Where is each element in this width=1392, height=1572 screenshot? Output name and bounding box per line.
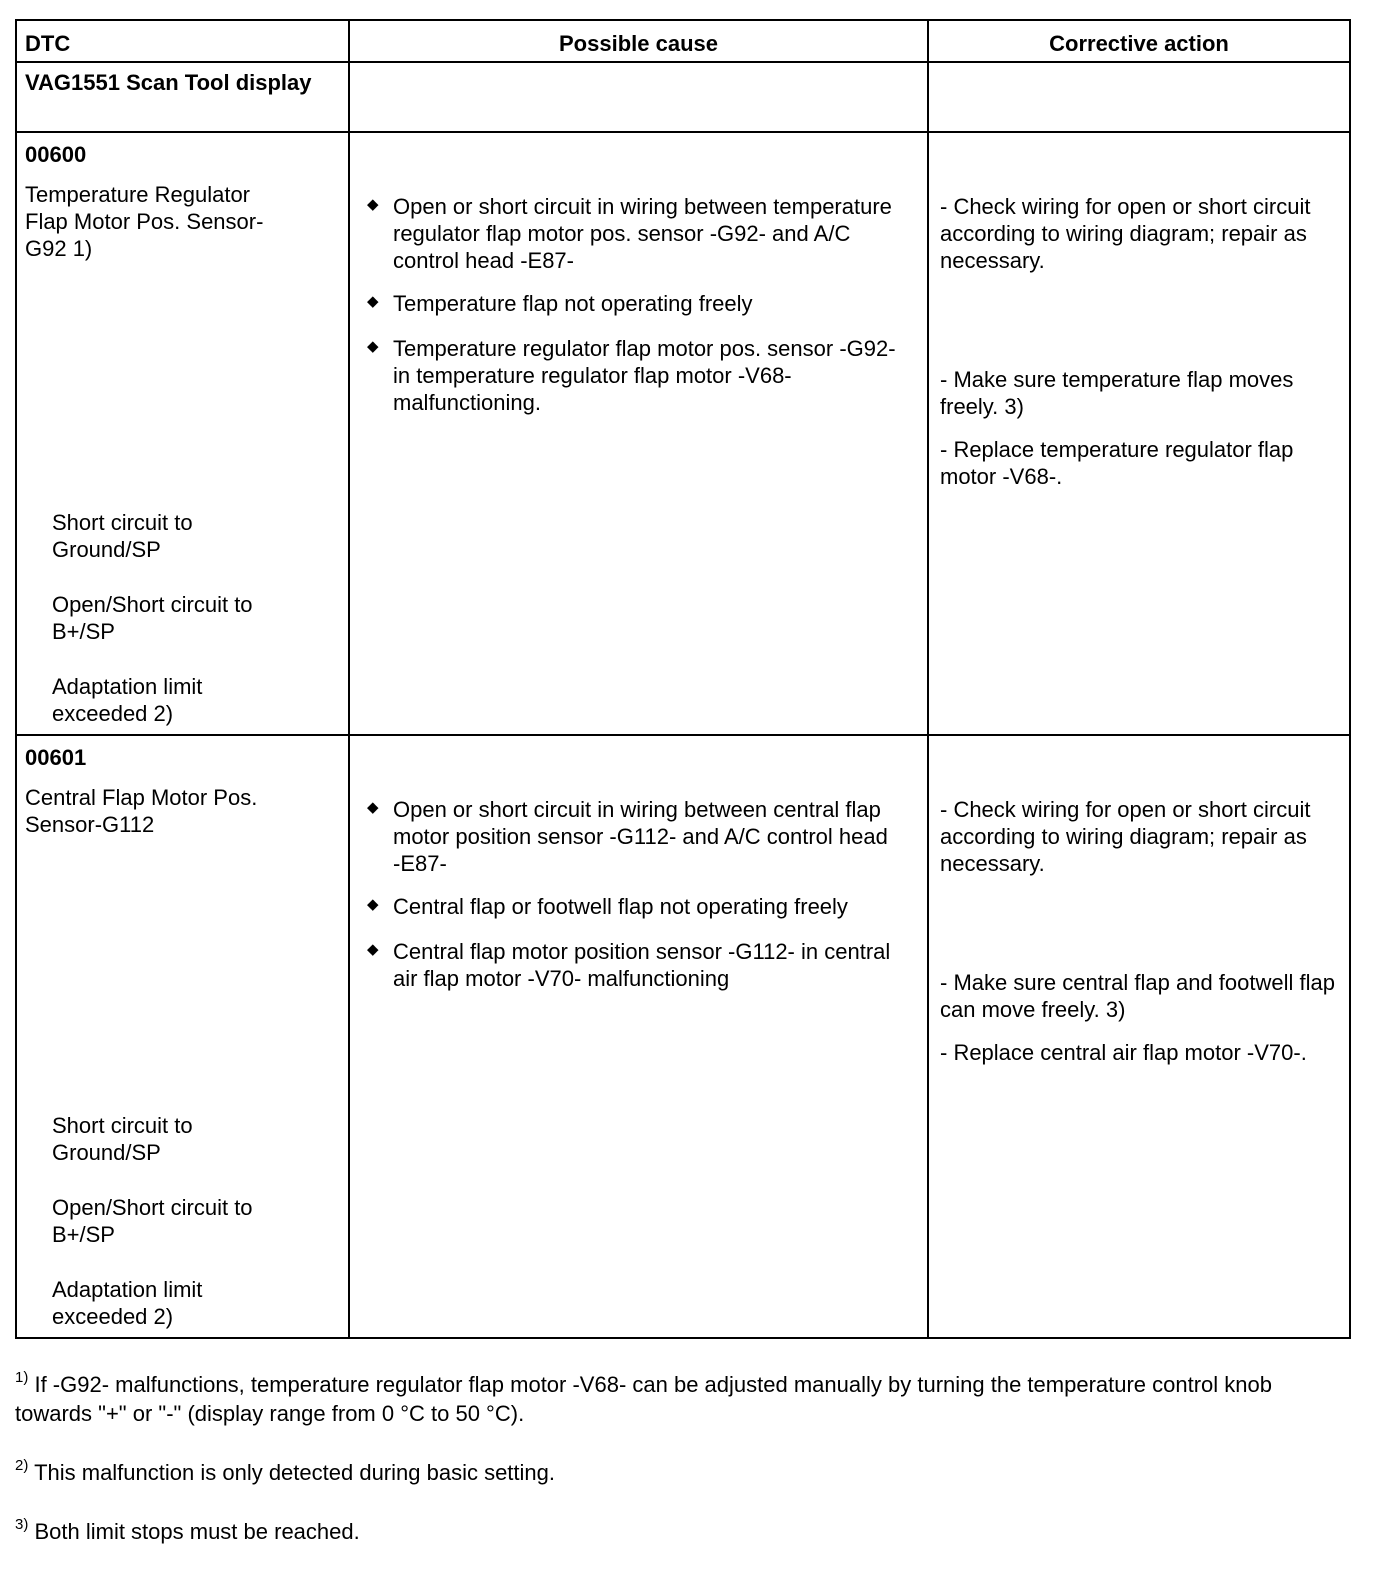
table-row [16, 735, 1350, 1338]
header-dtc-label: DTC [25, 31, 71, 56]
footnote [15, 1370, 1345, 1428]
subheader-display-label: VAG1551 Scan Tool display [25, 70, 312, 95]
cause-item [367, 335, 897, 416]
diamond-bullet-icon: ◆ [367, 196, 379, 213]
diamond-bullet-icon: ◆ [367, 896, 379, 913]
action-cell [928, 735, 1350, 1338]
footnote-mark: 3) [15, 1516, 29, 1533]
cause-text: Open or short circuit in wiring between temperature regulator flap motor pos. sensor -G92- and A/C control head -E87- [393, 194, 892, 273]
cause-text: Central flap motor position sensor -G112- in central air flap motor -V70- malfunctioning [393, 939, 891, 991]
footnote-text: Both limit stops must be reached. [34, 1519, 360, 1544]
diamond-bullet-icon: ◆ [367, 941, 379, 958]
subheader-empty-cause [349, 62, 928, 132]
dtc-cell [16, 132, 349, 735]
fault-text: Short circuit to Ground/SP [52, 510, 193, 562]
footnote [15, 1458, 1345, 1487]
fault-text: Short circuit to Ground/SP [52, 1113, 193, 1165]
dtc-component: Temperature Regulator Flap Motor Pos. Sensor-G92 1) [25, 182, 264, 261]
cause-item [367, 193, 897, 274]
action-text: - Check wiring for open or short circuit according to wiring diagram; repair as necessary. [940, 797, 1311, 876]
fault-text: Adaptation limit exceeded 2) [52, 1277, 203, 1329]
footnote-mark: 2) [15, 1457, 29, 1474]
dtc-cell [16, 735, 349, 1338]
action-text: - Make sure central flap and footwell flap can move freely. 3) [940, 970, 1335, 1022]
header-possible-cause [349, 20, 928, 62]
footnote [15, 1517, 1345, 1546]
header-corrective-action-label: Corrective action [1049, 31, 1229, 56]
diamond-bullet-icon: ◆ [367, 338, 379, 355]
footnote-mark: 1) [15, 1369, 29, 1386]
cause-item [367, 938, 897, 992]
table-subheader-row [16, 62, 1350, 132]
diamond-bullet-icon: ◆ [367, 293, 379, 310]
table-row [16, 132, 1350, 735]
dtc-code: 00600 [25, 142, 87, 167]
dtc-code: 00601 [25, 745, 87, 770]
cause-text: Open or short circuit in wiring between central flap motor position sensor -G112- and A/C control head -E87- [393, 797, 888, 876]
cause-item [367, 893, 897, 920]
fault-text: Open/Short circuit to B+/SP [52, 1195, 253, 1247]
action-text: - Replace temperature regulator flap motor -V68-. [940, 437, 1294, 489]
diamond-bullet-icon: ◆ [367, 799, 379, 816]
action-text: - Replace central air flap motor -V70-. [940, 1040, 1307, 1065]
action-cell [928, 132, 1350, 735]
cause-text: Temperature flap not operating freely [393, 291, 753, 316]
fault-text: Open/Short circuit to B+/SP [52, 592, 253, 644]
footnote-text: If -G92- malfunctions, temperature regulator flap motor -V68- can be adjusted manually by turning the temperature control knob towards "+" or "-" (display range from 0 °C to 50 °C). [15, 1372, 1273, 1426]
header-corrective-action [928, 20, 1350, 62]
cause-item [367, 796, 897, 877]
header-dtc [16, 20, 349, 62]
action-text: - Make sure temperature flap moves freely. 3) [940, 367, 1294, 419]
header-possible-cause-label: Possible cause [559, 31, 718, 56]
fault-text: Adaptation limit exceeded 2) [52, 674, 203, 726]
action-text: - Check wiring for open or short circuit according to wiring diagram; repair as necessary. [940, 194, 1311, 273]
dtc-component: Central Flap Motor Pos. Sensor-G112 [25, 785, 258, 837]
dtc-table [15, 19, 1351, 1339]
subheader-display [16, 62, 349, 132]
cause-cell [349, 132, 928, 735]
table-header-row [16, 20, 1350, 62]
cause-cell [349, 735, 928, 1338]
cause-text: Central flap or footwell flap not operating freely [393, 894, 848, 919]
cause-item [367, 290, 897, 317]
subheader-empty-action [928, 62, 1350, 132]
footnote-text: This malfunction is only detected during basic setting. [34, 1460, 556, 1485]
cause-text: Temperature regulator flap motor pos. sensor -G92- in temperature regulator flap motor -V68- malfunctioning. [393, 336, 896, 415]
